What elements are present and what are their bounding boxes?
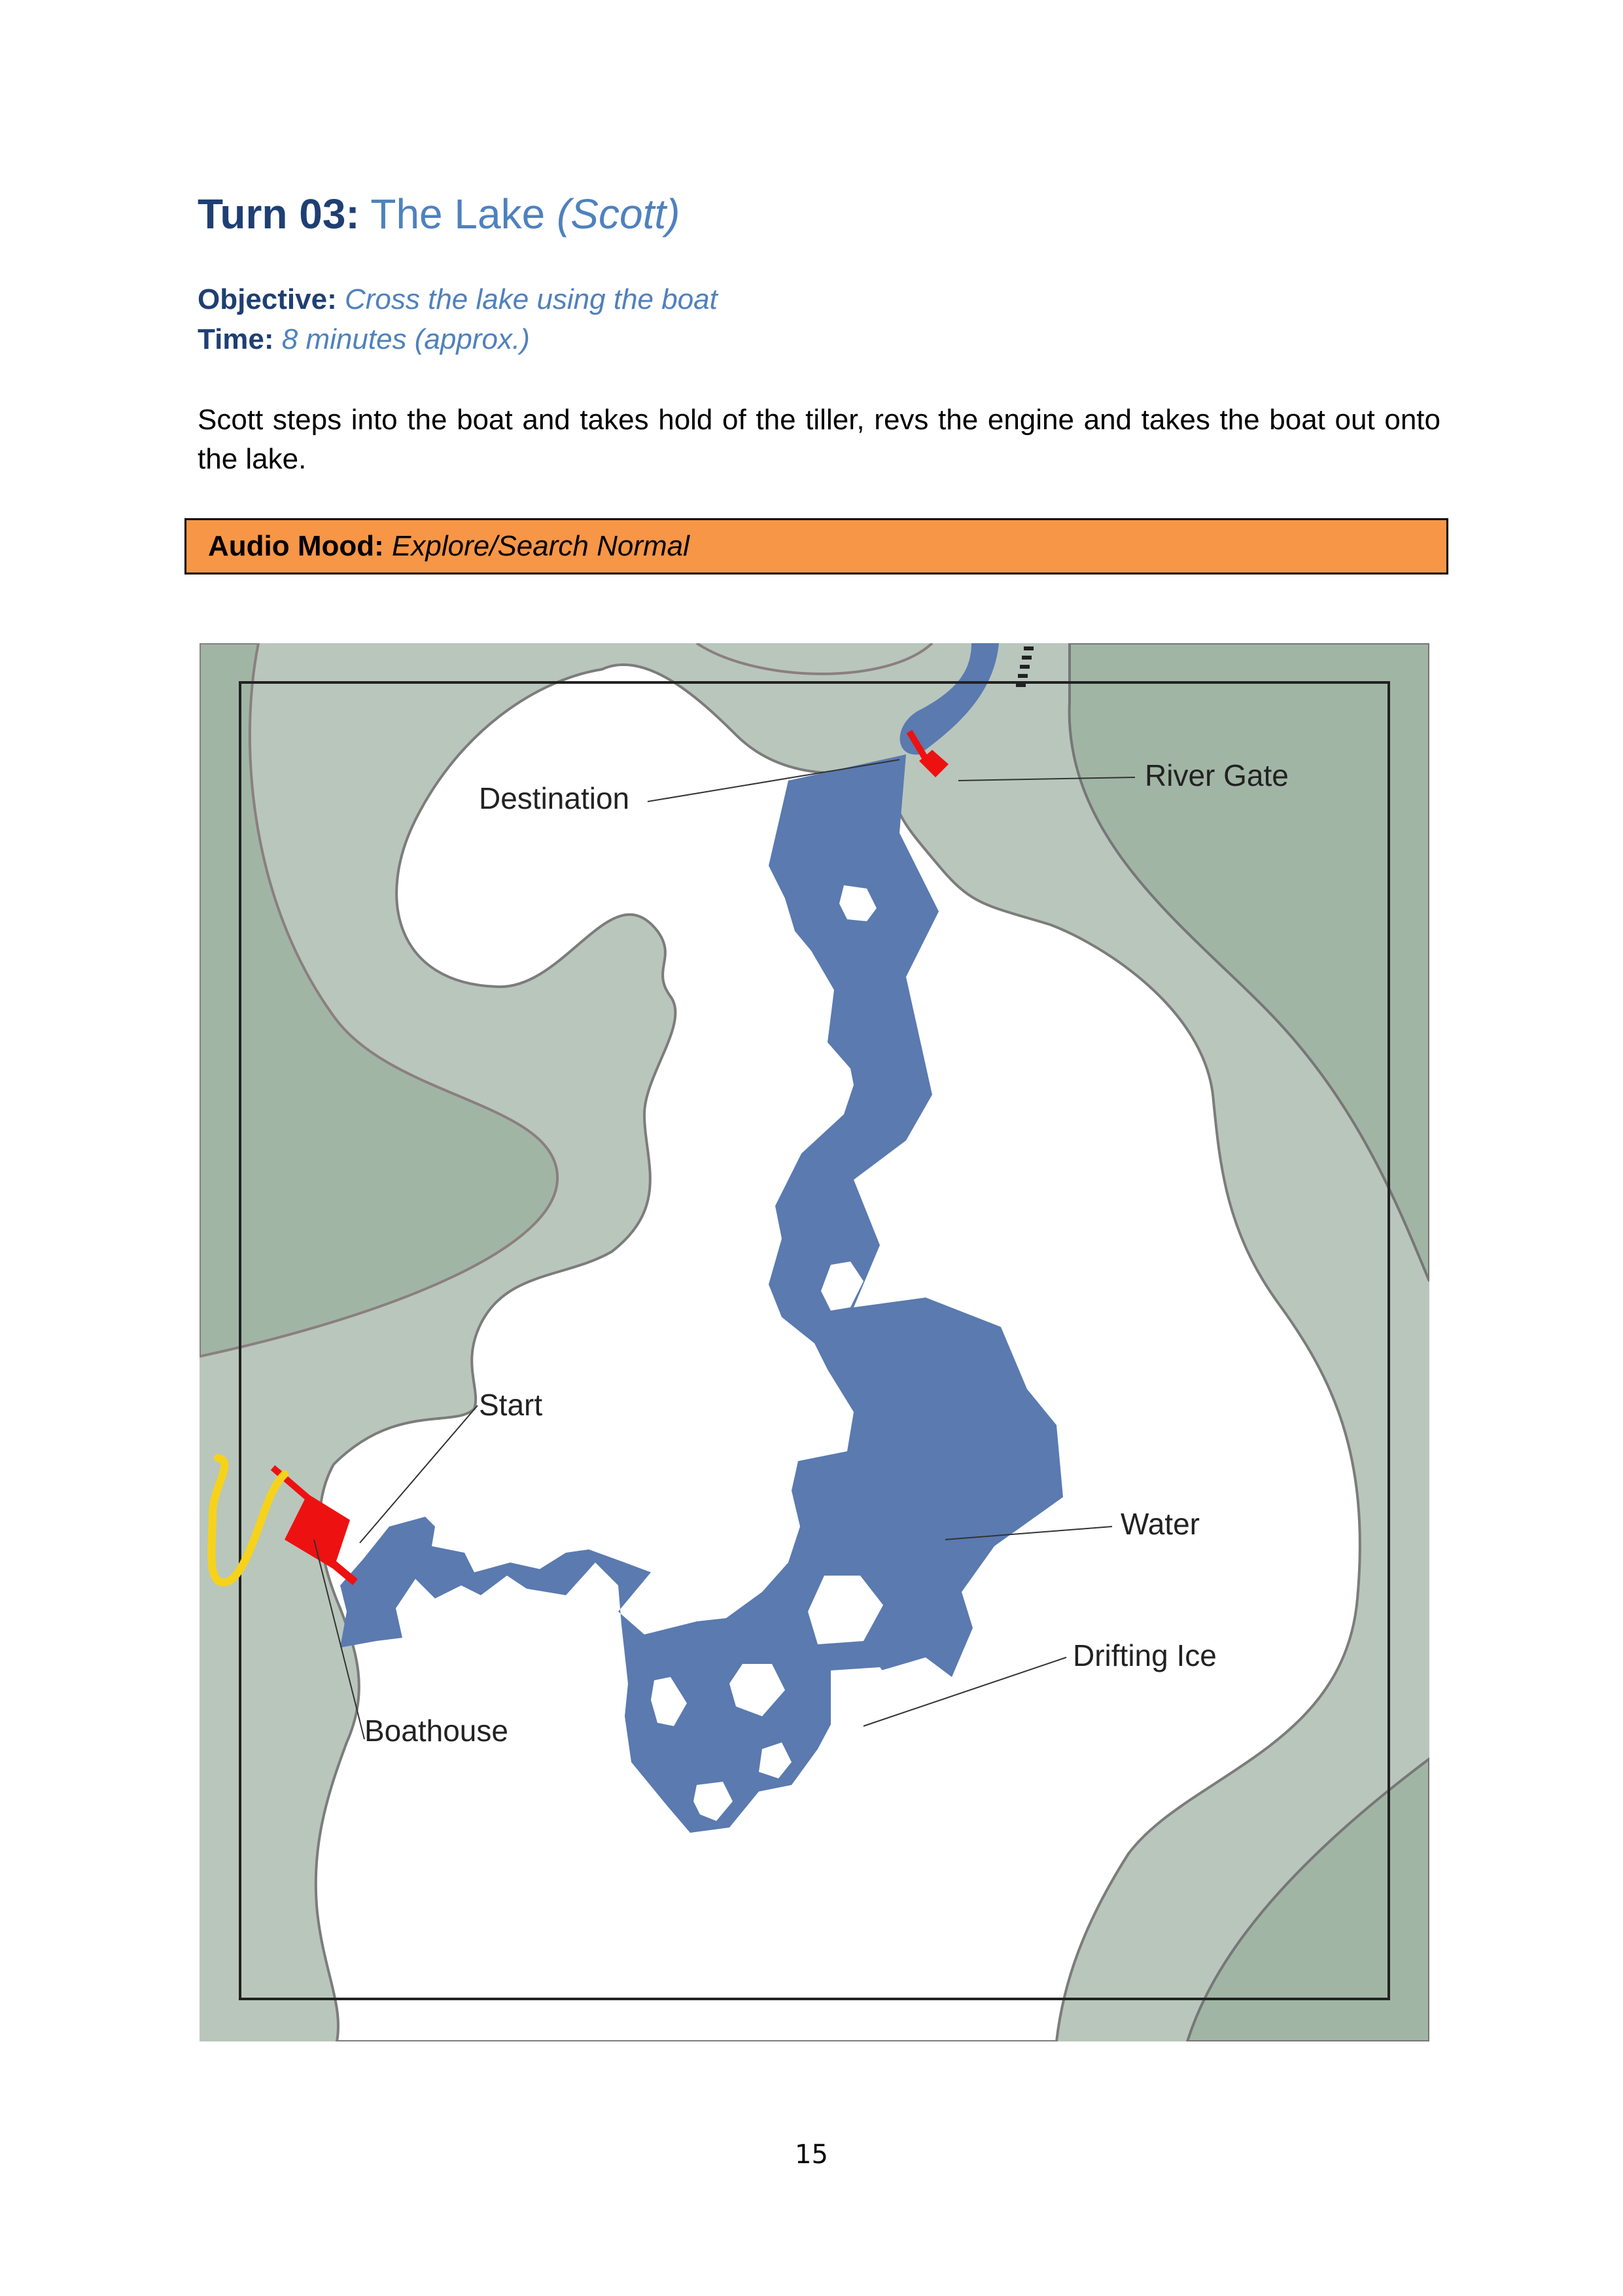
lake-map [200,643,1429,2041]
label-start: Start [479,1388,543,1422]
turn-number: Turn 03: [198,190,360,238]
objective-line [198,283,718,317]
audio-mood-label: Audio Mood: [208,530,384,562]
label-destination: Destination [479,781,630,815]
turn-name: The Lake [370,190,546,238]
objective-value: Cross the lake using the boat [344,283,718,315]
description-paragraph: Scott steps into the boat and takes hold of the tiller, revs the engine and takes the boat out onto the lake. [198,404,1440,475]
label-boathouse: Boathouse [364,1714,508,1748]
label-drifting-ice: Drifting Ice [1073,1638,1217,1672]
time-label: Time: [198,323,274,355]
page-title [198,191,680,237]
time-line [198,323,530,357]
label-water: Water [1121,1507,1200,1541]
page-number: 15 [795,2140,828,2170]
time-value: 8 minutes (approx.) [281,323,530,355]
objective-label: Objective: [198,283,337,315]
turn-character: (Scott) [556,190,680,238]
label-river-gate: River Gate [1145,758,1289,792]
audio-mood-box [184,518,1448,574]
audio-mood-value: Explore/Search Normal [392,530,689,562]
